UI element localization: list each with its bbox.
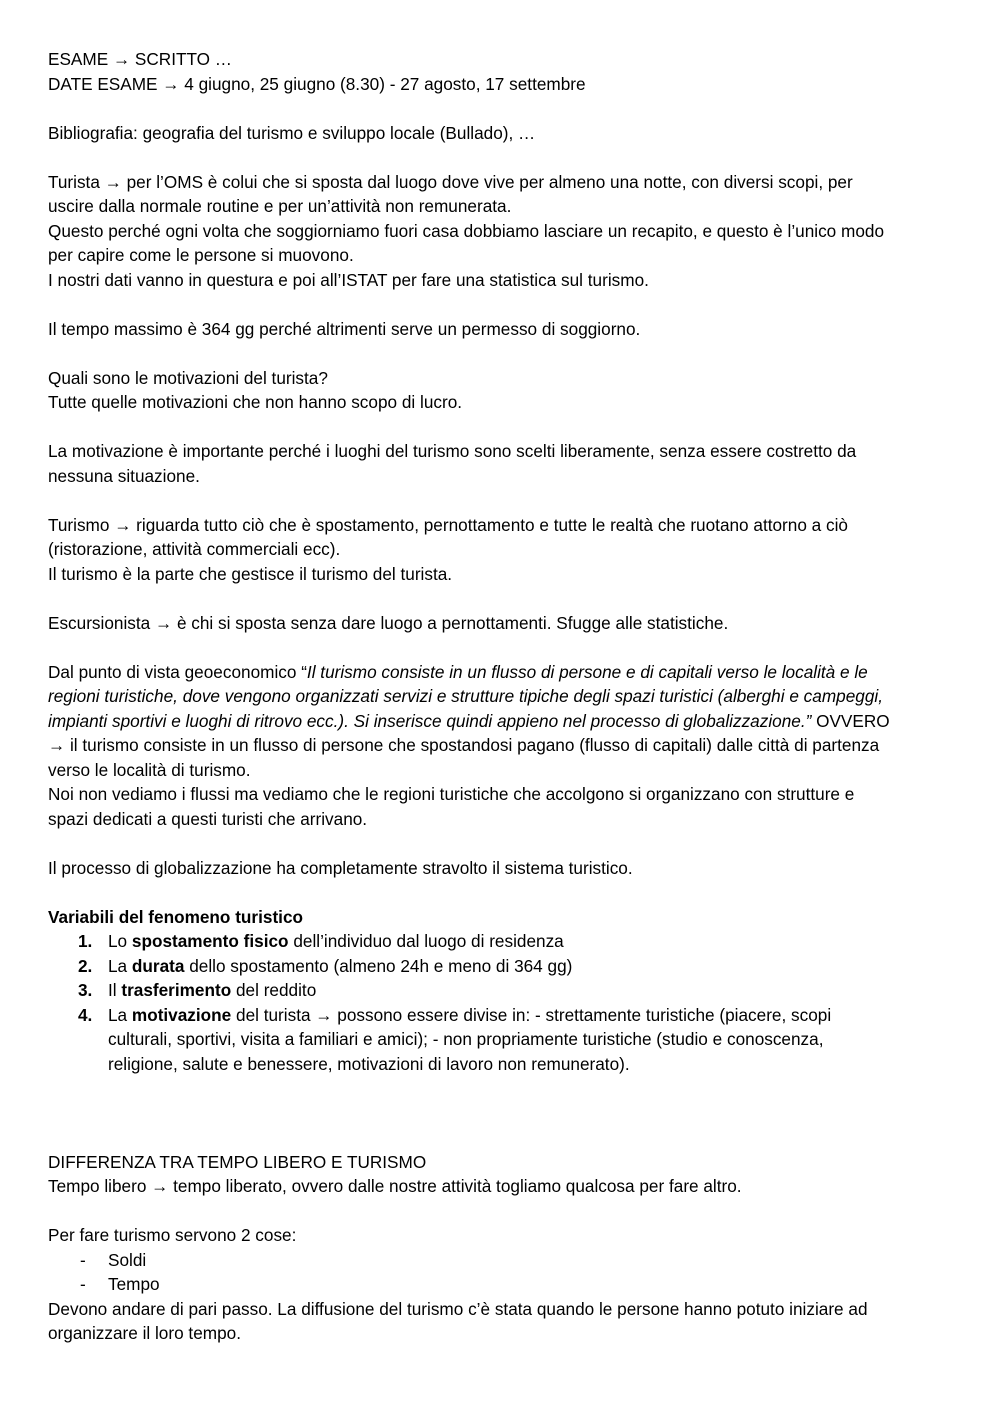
geoeconomic-quote-2: regioni turistiche, dove vengono organizzati servizi e strutture tipiche degli spazi turistici (alberghi e campeggi, [48,686,883,706]
list-item-text: Tempo [108,1274,160,1294]
document-page [48,47,958,1346]
tourism-definition-line-1: Turismo → riguarda tutto ciò che è spostamento, pernottamento e tutte le realtà che ruotano attorno a ciò [48,514,848,535]
tourist-data-line: I nostri dati vanno in questura e poi all’ISTAT per fare una statistica sul turismo. [48,269,649,290]
list-item-number: 2. [78,955,93,976]
list-item [48,1248,958,1273]
tourist-definition-line-2: uscire dalla normale routine e per un’attività non remunerata. [48,196,512,216]
list-item [48,1272,958,1297]
variables-list-item [48,929,958,954]
list-item-line-1 [108,1003,958,1028]
list-item-line-3: religione, salute e benessere, motivazioni di lavoro non remunerato). [108,1053,630,1074]
conclusion-line-1: Devono andare di pari passo. La diffusione del turismo c’è stata quando le persone hanno potuto iniziare ad [48,1298,868,1319]
list-item-keyword: spostamento fisico [131,931,289,951]
list-item-prefix: La [108,1004,132,1025]
tourism-definition-line-2: (ristorazione, attività commerciali ecc). [48,539,341,559]
geoeconomic-line-1 [48,660,958,685]
motivations-answer: Tutte quelle motivazioni che non hanno scopo di lucro. [48,392,463,412]
variables-list [48,929,958,1076]
geoeconomic-line-3 [48,709,958,734]
list-item-number: 1. [78,931,93,951]
variables-list-item [48,978,958,1003]
list-item-keyword: trasferimento [121,980,232,1000]
free-time-definition: Tempo libero → tempo liberato, ovvero dalle nostre attività togliamo qualcosa per fare altro. [48,1176,742,1196]
variables-title-text: Variabili del fenomeno turistico [48,906,304,927]
list-item-suffix: del turista → possono essere divise in: - strettamente turistiche (piacere, scopi [231,1004,832,1025]
geoeconomic-quote-1: Il turismo consiste in un flusso di persone e di capitali verso le località e le [306,661,868,682]
free-time-title: DIFFERENZA TRA TEMPO LIBERO E TURISMO [48,1151,427,1172]
list-item-prefix: Il [108,980,122,1000]
geoeconomic-explain-line-2: verso le località di turismo. [48,759,251,780]
tourism-needs-intro: Per fare turismo servono 2 cose: [48,1225,297,1245]
tourist-reason-line-2: per capire come le persone si muovono. [48,245,354,265]
motivation-importance-line-2: nessuna situazione. [48,465,200,486]
list-item-suffix: del reddito [231,980,317,1000]
geoeconomic-line-2 [48,684,958,709]
motivation-importance-line-1: La motivazione è importante perché i luoghi del turismo sono scelti liberamente, senza essere costretto da [48,441,857,461]
list-item-prefix: Lo [108,931,132,951]
geoeconomic-ovvero: OVVERO [811,710,890,731]
geoeconomic-intro: Dal punto di vista geoeconomico “ [48,661,307,682]
conclusion-line-2: organizzare il loro tempo. [48,1323,241,1343]
variables-list-item [48,1003,958,1077]
tourist-reason-line-1: Questo perché ogni volta che soggiorniamo fuori casa dobbiamo lasciare un recapito, e questo è l’unico modo [48,220,885,241]
tourist-definition-line-1: Turista → per l’OMS è colui che si sposta dal luogo dove vive per almeno una notte, con diversi scopi, per [48,171,853,192]
tourism-needs-list [48,1248,958,1297]
list-item-keyword: motivazione [131,1004,232,1025]
variables-list-item [48,954,958,979]
tourism-management-line: Il turismo è la parte che gestisce il turismo del turista. [48,563,453,584]
variables-title [48,905,958,930]
geoeconomic-explain-line-1: → il turismo consiste in un flusso di persone che spostandosi pagano (flusso di capitali) dalle città di partenza [48,735,880,755]
list-item-number: 4. [78,1004,93,1025]
bibliography: Bibliografia: geografia del turismo e sviluppo locale (Bullado), … [48,122,536,143]
max-time-line: Il tempo massimo è 364 gg perché altrimenti serve un permesso di soggiorno. [48,318,641,339]
list-item-text: Soldi [108,1249,147,1270]
geoeconomic-flows-line-2: spazi dedicati a questi turisti che arrivano. [48,808,368,829]
list-item-number: 3. [78,980,93,1000]
list-dash: - [80,1274,86,1294]
motivations-question: Quali sono le motivazioni del turista? [48,367,328,388]
geoeconomic-quote-3: impianti sportivi e luoghi di ritrovo ecc.). Si inserisce quindi appieno nel processo di globalizzazione.” [48,710,812,731]
geoeconomic-flows-line-1: Noi non vediamo i flussi ma vediamo che le regioni turistiche che accolgono si organizzano con strutture e [48,784,855,804]
list-item-suffix: dello spostamento (almeno 24h e meno di 364 gg) [184,955,573,976]
list-item-line-2: culturali, sportivi, visita a familiari e amici); - non propriamente turistiche (studio e conoscenza, [108,1029,824,1049]
exam-dates-line: DATE ESAME → 4 giugno, 25 giugno (8.30) - 27 agosto, 17 settembre [48,73,586,94]
list-item-prefix: La [108,955,132,976]
list-item-keyword: durata [131,955,185,976]
list-dash: - [80,1249,86,1270]
exam-line: ESAME → SCRITTO … [48,49,232,69]
globalization-line: Il processo di globalizzazione ha completamente stravolto il sistema turistico. [48,857,633,878]
list-item-suffix: dell’individuo dal luogo di residenza [288,931,564,951]
excursionist-line: Escursionista → è chi si sposta senza dare luogo a pernottamenti. Sfugge alle statistiche. [48,612,729,633]
